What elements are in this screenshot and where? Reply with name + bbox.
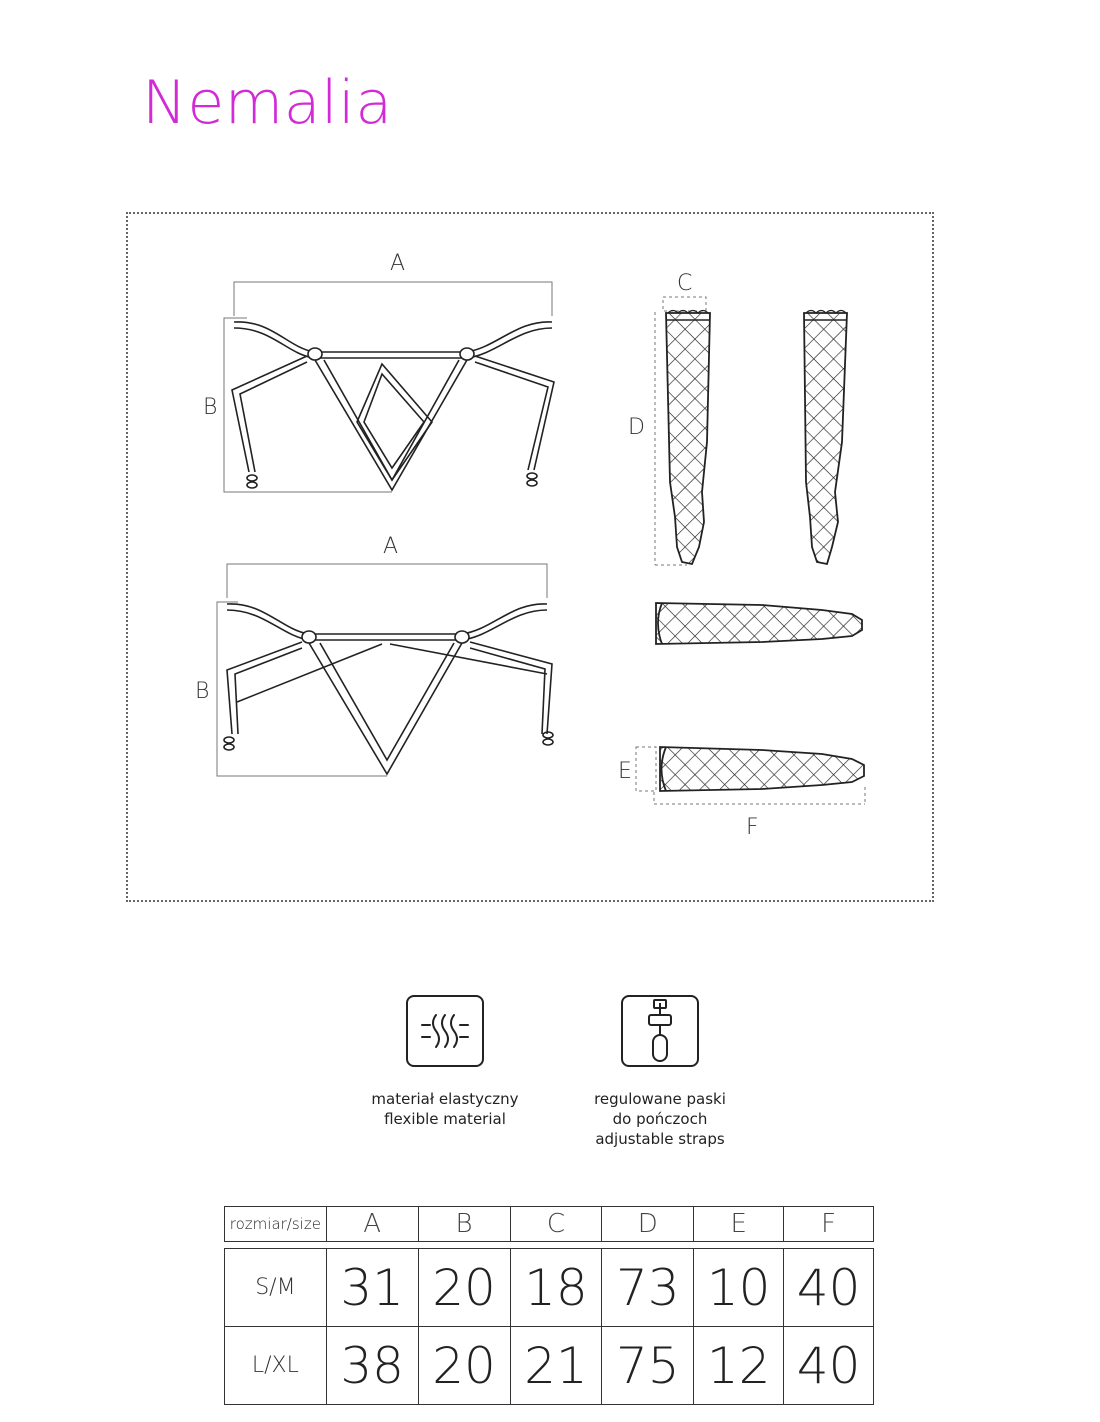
column-header: A	[327, 1207, 419, 1241]
stocking-3	[656, 603, 862, 644]
garter-belt-1	[224, 282, 554, 492]
column-header: B	[419, 1207, 511, 1241]
table-cell: 73	[602, 1249, 694, 1326]
table-cell: 38	[327, 1327, 419, 1404]
table-cell: 40	[796, 1336, 861, 1395]
adjustable-strap-icon	[621, 995, 699, 1067]
feature-adjustable-straps	[560, 995, 760, 1149]
dim-label-b-2: B	[195, 679, 210, 704]
table-cell: 10	[694, 1249, 784, 1326]
technical-drawing-frame	[126, 212, 934, 902]
size-table-body	[224, 1248, 874, 1405]
table-cell: 40	[796, 1258, 861, 1317]
table-cell: 12	[694, 1327, 784, 1404]
table-cell: 31	[327, 1249, 419, 1326]
column-header: D	[602, 1207, 694, 1241]
feature-text-pl-1: regulowane paski	[594, 1090, 726, 1108]
dim-label-f: F	[746, 815, 759, 840]
row-size-label: S/M	[225, 1249, 327, 1326]
row-size-label: L/XL	[225, 1327, 327, 1404]
product-title: Nemalia	[142, 68, 393, 138]
dim-label-a: A	[390, 251, 406, 276]
feature-text-pl: materiał elastyczny	[371, 1090, 519, 1108]
stocking-4	[636, 747, 865, 804]
garter-belt-2	[217, 564, 553, 776]
feature-text-pl-2: do pończoch	[612, 1110, 708, 1128]
column-header: F	[821, 1209, 837, 1239]
table-row	[225, 1249, 873, 1327]
stocking-1	[655, 297, 710, 565]
feature-text-en: flexible material	[384, 1110, 506, 1128]
table-cell: 75	[602, 1327, 694, 1404]
table-cell: 21	[511, 1327, 603, 1404]
dim-label-b: B	[203, 395, 218, 420]
technical-drawing	[128, 214, 932, 900]
table-cell: 20	[419, 1327, 511, 1404]
stocking-2	[804, 311, 847, 565]
size-table-header	[224, 1206, 874, 1242]
dim-label-e: E	[618, 759, 632, 784]
dim-label-d: D	[628, 415, 645, 440]
dim-label-c: C	[677, 271, 693, 296]
table-cell: 20	[419, 1249, 511, 1326]
table-row	[225, 1327, 873, 1404]
stretch-wave-icon	[406, 995, 484, 1067]
column-header: C	[511, 1207, 603, 1241]
column-header: E	[694, 1207, 784, 1241]
size-table	[224, 1206, 874, 1405]
dim-label-a-2: A	[383, 534, 399, 559]
size-table-corner: rozmiar/size	[225, 1207, 327, 1241]
table-cell: 18	[511, 1249, 603, 1326]
feature-flexible-material	[345, 995, 545, 1129]
feature-text-en: adjustable straps	[595, 1130, 725, 1148]
